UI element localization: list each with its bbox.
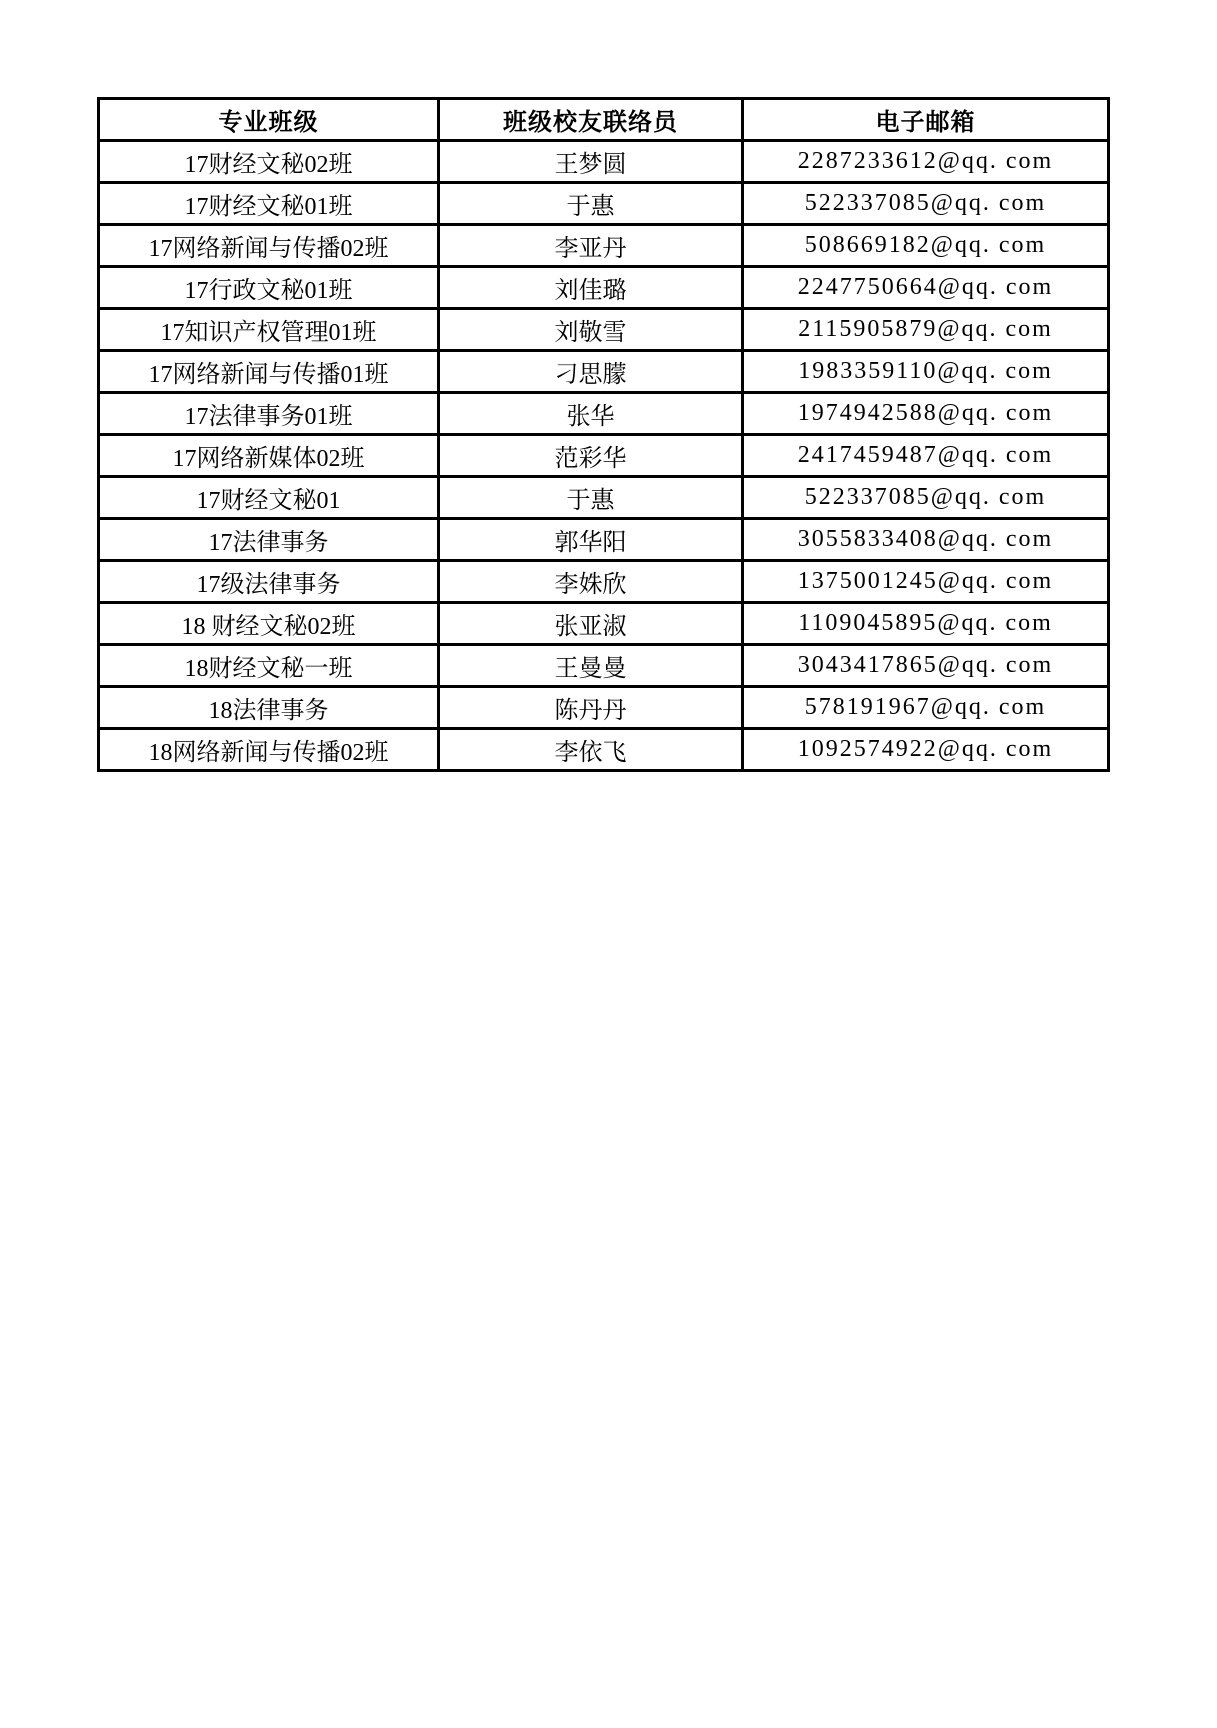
email-cell: 1983359110@qq. com <box>743 351 1109 393</box>
table-row <box>99 645 1109 687</box>
class-name-cell: 17级法律事务 <box>99 561 439 603</box>
email-cell: 578191967@qq. com <box>743 687 1109 729</box>
email-cell: 2287233612@qq. com <box>743 141 1109 183</box>
table-row <box>99 393 1109 435</box>
liaison-name-cell: 王梦圆 <box>439 141 743 183</box>
liaison-name-cell: 于惠 <box>439 183 743 225</box>
liaison-name-cell: 郭华阳 <box>439 519 743 561</box>
class-name-cell: 18 财经文秘02班 <box>99 603 439 645</box>
email-cell: 3043417865@qq. com <box>743 645 1109 687</box>
email-cell: 522337085@qq. com <box>743 183 1109 225</box>
class-name-cell: 17财经文秘02班 <box>99 141 439 183</box>
class-name-cell: 17财经文秘01 <box>99 477 439 519</box>
table-row <box>99 435 1109 477</box>
table-row <box>99 477 1109 519</box>
alumni-liaison-table <box>97 97 1110 772</box>
table-row <box>99 561 1109 603</box>
liaison-name-cell: 范彩华 <box>439 435 743 477</box>
header-class: 专业班级 <box>99 99 439 141</box>
table-header-row <box>99 99 1109 141</box>
liaison-name-cell: 张亚淑 <box>439 603 743 645</box>
liaison-name-cell: 李姝欣 <box>439 561 743 603</box>
liaison-name-cell: 刘敬雪 <box>439 309 743 351</box>
liaison-name-cell: 刁思朦 <box>439 351 743 393</box>
email-cell: 2417459487@qq. com <box>743 435 1109 477</box>
email-cell: 2115905879@qq. com <box>743 309 1109 351</box>
table-row <box>99 183 1109 225</box>
liaison-name-cell: 王曼曼 <box>439 645 743 687</box>
table-body <box>99 141 1109 771</box>
liaison-name-cell: 李依飞 <box>439 729 743 771</box>
liaison-name-cell: 于惠 <box>439 477 743 519</box>
class-name-cell: 17网络新媒体02班 <box>99 435 439 477</box>
class-name-cell: 17法律事务01班 <box>99 393 439 435</box>
liaison-name-cell: 张华 <box>439 393 743 435</box>
email-cell: 2247750664@qq. com <box>743 267 1109 309</box>
table-row <box>99 309 1109 351</box>
header-liaison: 班级校友联络员 <box>439 99 743 141</box>
liaison-name-cell: 李亚丹 <box>439 225 743 267</box>
class-name-cell: 17网络新闻与传播01班 <box>99 351 439 393</box>
header-email: 电子邮箱 <box>743 99 1109 141</box>
table-row <box>99 687 1109 729</box>
class-name-cell: 17财经文秘01班 <box>99 183 439 225</box>
email-cell: 3055833408@qq. com <box>743 519 1109 561</box>
email-cell: 1375001245@qq. com <box>743 561 1109 603</box>
class-name-cell: 18财经文秘一班 <box>99 645 439 687</box>
table-row <box>99 603 1109 645</box>
email-cell: 508669182@qq. com <box>743 225 1109 267</box>
class-name-cell: 17行政文秘01班 <box>99 267 439 309</box>
liaison-name-cell: 刘佳璐 <box>439 267 743 309</box>
table-row <box>99 225 1109 267</box>
class-name-cell: 18法律事务 <box>99 687 439 729</box>
class-name-cell: 18网络新闻与传播02班 <box>99 729 439 771</box>
table-row <box>99 267 1109 309</box>
email-cell: 1974942588@qq. com <box>743 393 1109 435</box>
email-cell: 1109045895@qq. com <box>743 603 1109 645</box>
liaison-name-cell: 陈丹丹 <box>439 687 743 729</box>
email-cell: 522337085@qq. com <box>743 477 1109 519</box>
table-row <box>99 519 1109 561</box>
class-name-cell: 17法律事务 <box>99 519 439 561</box>
class-name-cell: 17知识产权管理01班 <box>99 309 439 351</box>
table-row <box>99 729 1109 771</box>
class-name-cell: 17网络新闻与传播02班 <box>99 225 439 267</box>
table-row <box>99 351 1109 393</box>
table-row <box>99 141 1109 183</box>
email-cell: 1092574922@qq. com <box>743 729 1109 771</box>
